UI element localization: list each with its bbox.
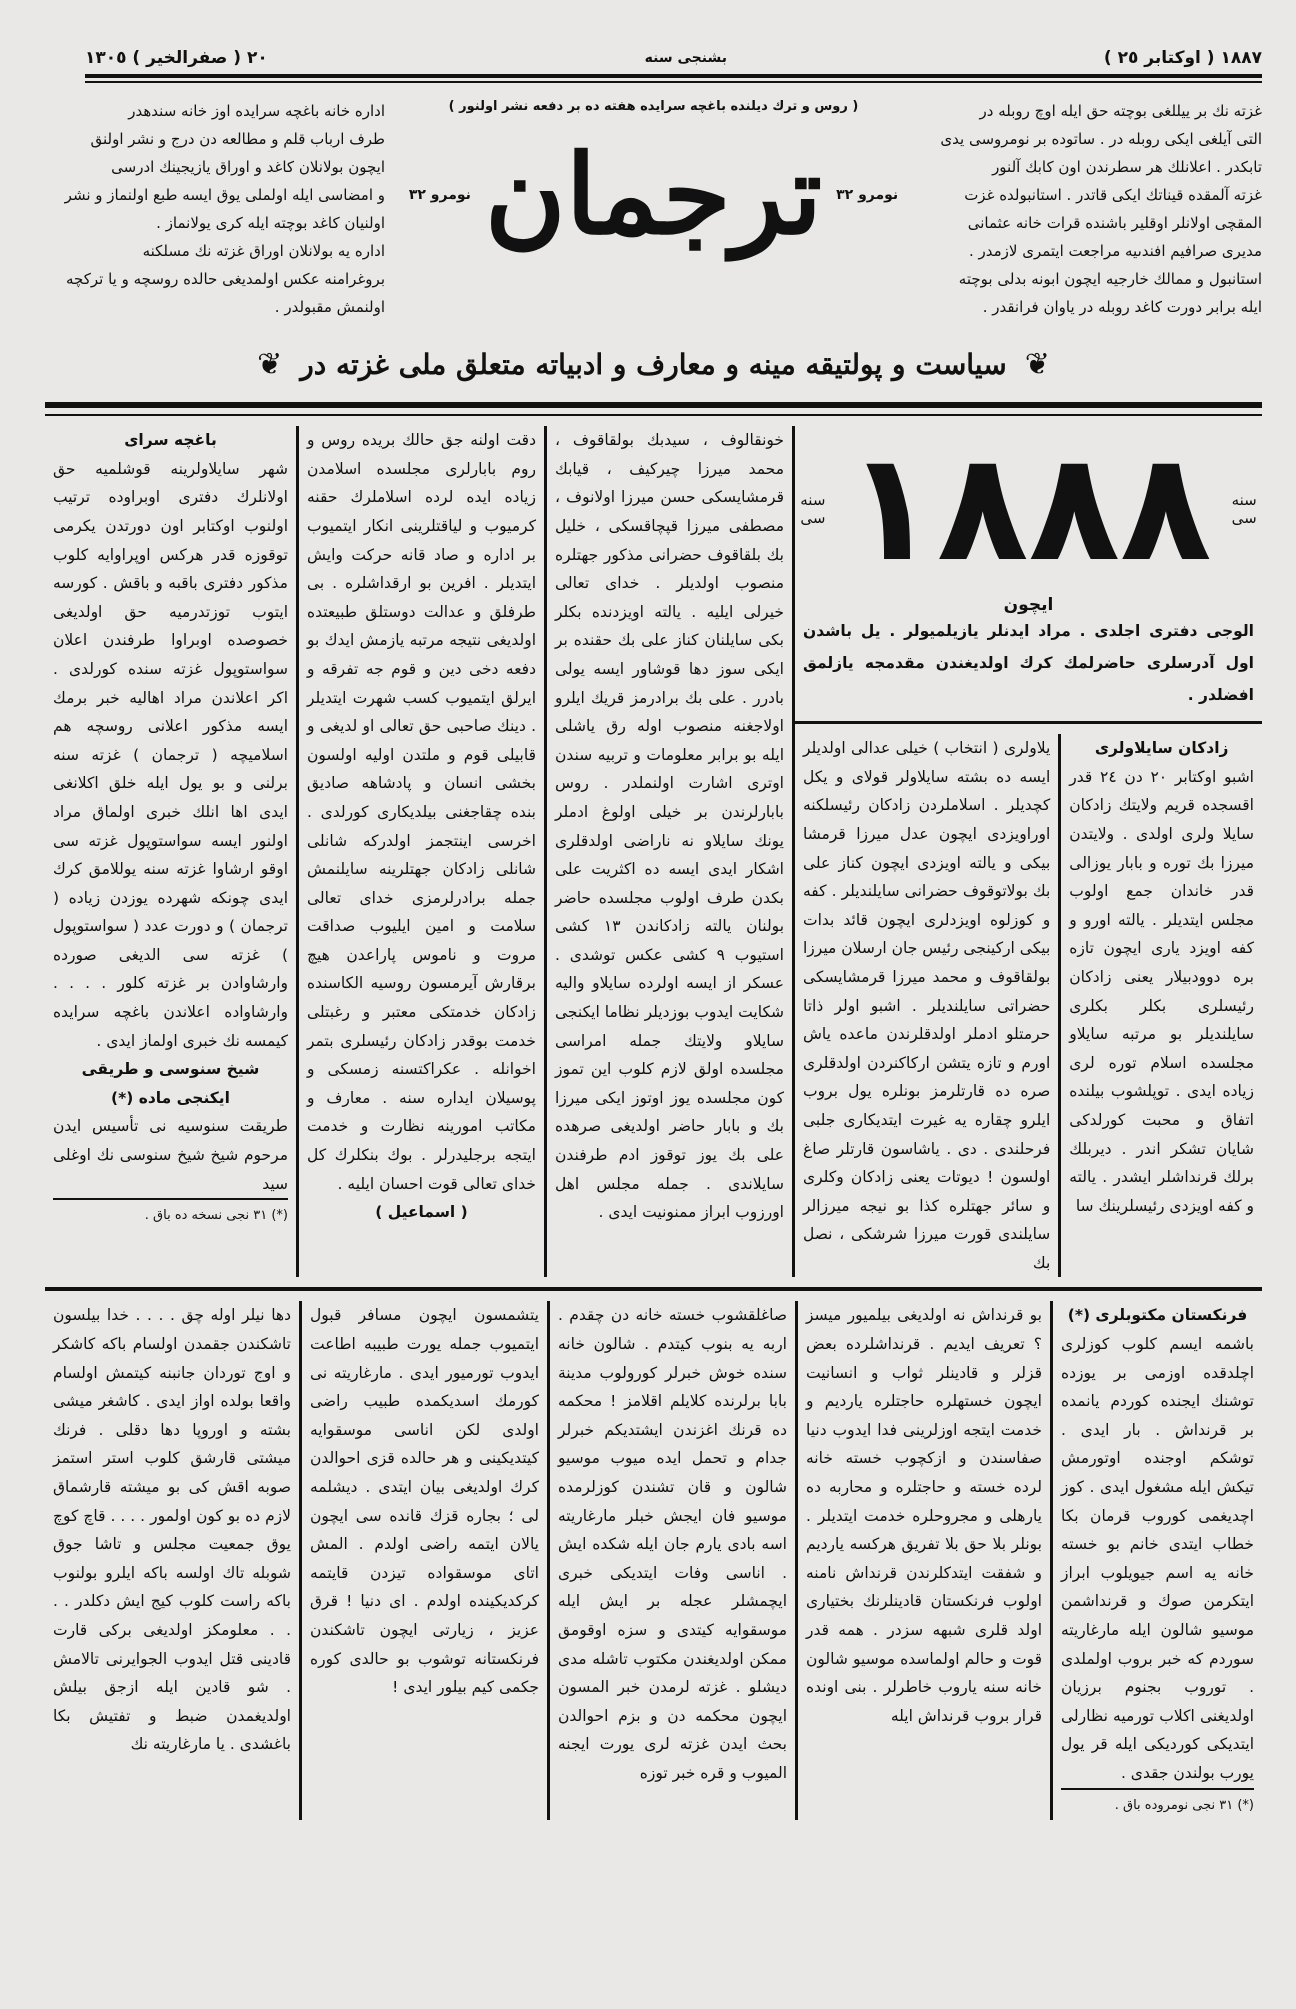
story-column-3: صاغلقشوب خسته خانه دن چقدم . اربه يه بنوب كيتدم . شالون خانه سنده خوش خبرلر كورولوب مدينة بابا برلرنده كلايلم اقلامز ! محكمه ده قرنك اغزندن ايشتديكم خبرلر جدام و تحمل ايده ميوب موسيو شالون و قان تشندن كوزلرمده موسيو فان ايجش خبلر مارغاريته اسه بادى يارم جان ايله شكده ايش . اناسى وفات ايتديكى خبرى ايچمشلر عجله بر ايش ايله موسقوايه كيتدى و سزه اوقومق ممكن اولديغندن مكتوب تاشله مدى ديشلو . غزته لرمدن خبر المسون ايچون محكمه دن و بزم احوالدن بحث ايدن غزته لرى يورت ايجنه الميوب و قره خبر توزه: [547, 1301, 795, 1820]
story-column-4: يتشمسون ايچون مسافر قبول ايتميوب جمله يورت طبيبه اطاعت ايدوب تورميور ايدى . مارغاريته نى كورمك اسديكمده طبيب راضى اولدى لكن اناسى موسقوايه كيتديكينى و هر حالده قزى احوالدن كرك اولديغى بيان ايتدى . ديشلمه لى ؛ بجاره قزك قانده سى ايچون يالان ايتمه راضى اولدم . المش اتاى موسقواده تيزدن قايتمه كركديكينده اولدم . اى دنيا ! قرق عزيز ، زيارتى ايچون تاشكندن فرنكستانه توشوب بو حالدى كوره جكمى كيم بيلور ايدى !: [299, 1301, 547, 1820]
article-sheikh-senusi: طريقت سنوسيه نى تأسيس ايدن مرحوم شيخ شيخ سنوسى نك اوغلى سيد: [53, 1117, 288, 1193]
tagline-row: [45, 345, 1262, 384]
article-sheikh-senusi-heading: شيخ سنوسى و طريقى: [81, 1060, 260, 1079]
article-heading: زادكان سايلاولرى: [1094, 739, 1229, 758]
ornament-right-icon: ❦: [1024, 347, 1050, 383]
masthead-title: ترجمان: [484, 130, 823, 259]
year-for-label: ايچون: [1003, 595, 1054, 616]
subscription-info: غزته نك بر ييللغى بوچته حق ايله اوچ روبله در التى آيلغى ايكى روبله در . ساتوده بر نومروسى يدى تابكدر . اعلانلك هر سطرندن اون كابك آلنور غزته آلمقده قيناتك ايكى قاتدر . استانبولده غزت المقچى اولانلر اوقلير باشنده قرات خانه عثمانى مديرى صرافيم افندىيه مراجعت ايتمرى لازمدر . استانبول و ممالك خارجيه ايچون ابونه بدلى بوچته ايله برابر دورت كاغد روبله در ياوان فرانقدر .: [940, 102, 1262, 316]
year-1888-announcement: [795, 421, 1262, 724]
dateline: [45, 48, 1262, 74]
masthead-rule-thin: [45, 414, 1262, 416]
article-letters-from-europe: فرنكستان مكتوبلرى (*) باشمه ايسم كلوب كوزلرى اچلدقده اوزمى بر يوزده توشنك ايجنده كوردم يانمده بر قرنداش . بار ايدى . توشكم اوجنده اوتورمش تيكش ايله مشغول ايدى . كوز اچديغمى كوروب قرمان بكا خطاب ايتدى خانم بو خسته خانه يه اسم جيويلوب ابراز ايتكرمن صوك و قرنداشمن موسيو شالون ايله مارغاريته سوردم كه خبر بروب اولملدى . توروب بجنوم برزيان اولديغنى اكلاب تورميه نظارلى ايتديكى كورديكى ايله قر يول يورب بولندن جقدى . (*) ٣١ نجى نومروده باق .: [1050, 1301, 1262, 1820]
article-elections-column: يلاولرى ( انتخاب ) خيلى عدالى اولديلر ايسه ده بشته سايلاولر قولاى و يكل كچديلر . اسلاملردن زادكان رئيسلكنه اوراويزدى ايچون عدل ميرزا قرمشا بيكى و يالته اويزدى ايچون كناز على بك بولاتوقوف حضرانى سايلنديلر . كفه و كوزلوه اويزدلرى ايچون قائد بدات بيكى اركينجى رئيس جان ارسلان ميرزا بولقاقوف و محمد ميرزا قرمشايسكى حضراتى سايلنديلر . اشبو اولر ذاتا حرمتلو ادملر اولدقلرندن ماعده ياش اورم و تازه يتشن اركاكنردن اولدقلرى صره ده قارتلرمز بونلره يول بروب ايلرو چقاره يه غيرت ايتديكارى جلبى فرحلندى . دى . ياشاسون قارتلر صاغ اولسون ! ديوتات يعنى زادكان وكلرى و سائر جهتلره كذا بو نيجه ميرزالر سايلندى قورت ميرزا شرشكى ، نصل بك: [803, 739, 1051, 1272]
article-bakhchisaray: باغچه سراى شهر سايلاولرينه قوشلميه حق اولانلرك دفترى اوبراوده ترتيب اولنوب اوكتابر اون دورتدن يكرمى توقوزه قدر هركس اوپراوايه كلوب مذكور دفترى باقبه و باقش . كورسه ايتوب توزتدرميه حق اولديغى خصوصده اوبراوا طرفندن اعلان سواستوپول غزته سنده كورلدى . اكر اعلاندن مراد اهاليه خبر برمك ايسه مذكور اعلانى روسچه هم اسلاميچه ( ترجمان ) غزته سنه برلنى و بو يول ايله خلق اكلانغى ايدى اها انلك خبرى اولماق مراد اولنور ايسه سواستوپول غزته سى اوقو ارشاوا غزته سنه يوللامق كرك ايدى چونكه شهرده يوزدن زياده ( ترجمان ) و دورت عدد ( سواستوپول ) غزته سى الديغى صورده وارشاوادن بر غزته كلور . . . . وارشاواده اعلاندن باغچه سرايده كيمسه نك خبرى اولماز ايدى . شيخ سنوسى و طريقى ايكنجى ماده (*) طريقت سنوسيه نى تأسيس ايدن مرحوم شيخ شيخ سنوسى نك اوغلى سيد (*) ٣١ نجى نسخه ده باق .: [45, 426, 296, 1277]
masthead: [45, 97, 1262, 321]
footnote: (*) ٣١ نجى نسخه ده باق .: [53, 1198, 288, 1231]
date-hijri: ٢٠ ( صفرالخير ) ١٣٠٥: [85, 48, 268, 68]
masthead-subtitle: ( روس و ترك ديلنده باغچه سرايده هفته ده بر دفعه نشر اولنور ): [448, 99, 859, 114]
article-nobility-voters: زادكان سايلاولرى اشبو اوكتابر ٢٠ دن ٢٤ قدر اقسجده قريم ولايتك زادكان سايلا ولرى اولدى . ولايتدن ميرزا بك توره و بابار يوزالى قدر خاندان جمع اولوب مجلس ايتديلر . يالته اورو و كفه اويزد يارى ايچون تازه بره دوودبيلار يعنى زادكان رئيسلرى بكلر بكلرى سايلنديلر بو مرتبه سايلاو مجلسده اسلام توره لرى زياده ايدى . توپلشوب بيلنده اتفاق و محبت كورلدكى شايان تشكر اندر . ديربلك برلك قرنداشلر ايشدر . يالته و كفه اويزدى رئيسلرينك سا: [1058, 734, 1262, 1277]
year-side-label-right: سنه سى: [1231, 490, 1257, 527]
story-column-5: دها نيلر اوله چق . . . . خدا بيلسون تاشكندن جقمدن اولسام باكه كاشكر و اوج توردان جانبنه كيتمش اولسام واقعا بولده اواز ايدى . كاشغر ميشى بشته و اوروپا دها دقلى . فرنك ميشتى قارشق كلوب استر استمز صوبه اقش كى بو ميشته قارشماق لازم ده بو كون اولمور . . . . قاچ كوچ يوق جمعيت مجلس و تاشا جوق شوبله تاك اولسه باكه ايلرو بولنوب باكه راست كلوب كيج ايش دكلدر . . . . معلومكز اولديغى بركى قارت قادينى قتل ايدوب الجوايرنى تالامش . شو قادين ايله ازجق بيلش اولديغمدن ضبط و تفتيش بكا باغشدى . يا مارغاريته نك: [53, 1306, 291, 1754]
date-gregorian: ١٨٨٧ ( اوكتابر ٢٥ ): [1103, 48, 1262, 68]
header-rule: [85, 74, 1262, 78]
author-signature: ( اسماعيل ): [375, 1203, 468, 1222]
article-elections-continued: دقت اولنه جق حالك بريده روس و روم بابارلرى مجلسده اسلامدن زياده ايده لرده اسلاملرك حقنه كرميوب و لياقتلرينى انكار ايتميوب بر اداره و صاد قانه حركت وايش ايتديلر . افرين بو ارقداشلره . بى طرفلق و عدالت دوستلق طبيعتده اولديغى نتيجه مرتبه يازمش ايدك بو دفعه دخى دين و قوم جه تفرقه و ايرلق ايتميوب كسب شهرت ايتديلر . دينك صاحبى حق تعالى او لديغى و قابيلى قوم و ملتدن اوليه اولسون بخشى انسان و پادشاهه صاديق بنده چقاجغنى بيلديكارى كورلدى . اخرسى اينتجمز اولدركه شانلى شانلى زادكان جهتلرينه سايلنمش جمله برادرلرمزى خداى تعالى سلامت و امين ايليوب صداقت مروت و ناموس پاراعدن هيچ برقارش آيرمسون روسيه الكاسنده زادكان خدمتكى معتبر و رغبتلى خدمت بوقدر زادكان رئيسلرى بتمر اخوانله . عكراكتسنه زمسكى و پوسيلان ايداره سنه . معارف و مكاتب امورينه نظارت و خدمت ايتجه برجليدرلر . بوك بنكلرك كل خداى تعالى قوت احسان ايليه .: [307, 431, 536, 1193]
story-column-2: بو قرنداش نه اولديغى بيلميور ميسز ؟ تعريف ايديم . قرنداشلرده بعض قزلر و قادينلر ثواب و انسانيت ايچون خستهلره حاجتلره يارديم و خدمت ايتجه اوزلرينى فدا ايدوب دنيا صفاسندن و ازكچوب خسته خانه لرده خسته و حاجتلره و محاربه ده يارهلى و مجروحلره خدمت ايتديلر . بونلر بلا حق بلا تفريق هركسه يارديم و شفقت ايتدكلرندن قرنداش نامنه اولوب فرنكستان قادينلرنك بختيارى اولد قلرى شبهه سزدر . همه قدر قوت و حالم اولماسده موسيو شالون خانه سنه ياروب خاطرلر . بنى اونده قرار بروب قرنداش ايله: [795, 1301, 1050, 1820]
header-rule-thin: [85, 81, 1262, 83]
issue-number-left: نومرو ٣٢: [408, 187, 471, 203]
year-column: [792, 421, 1262, 1277]
article-heading: فرنكستان مكتوبلرى (*): [1067, 1306, 1248, 1325]
ornament-left-icon: ❦: [257, 347, 283, 383]
section-rule: [45, 1287, 1262, 1291]
editorial-info: اداره خانه باغچه سرايده اوز خانه سندهدر طرف ارباب قلم و مطالعه دن درج و نشر اولنق ايچون بولانلان كاغد و اوراق يازيجينك ادرسى و امضاسى ايله اولملى يوق ايسه طبع اولنماز و نشر اولنيان كاغد بوچته ايله كرى يولانماز . اداره يه بولانلان اوراق غزته نك مسلكنه بروغرامنه عكس اولمديغى حالده روسچه و يا تركچه اولنمش مقبولدر .: [64, 102, 385, 316]
year-side-label-left: سنه سى: [800, 490, 826, 527]
top-section: [45, 421, 1262, 1277]
issue-number-right: نومرو ٣٢: [836, 187, 899, 203]
tagline: سياست و پولتيقه مينه و معارف و ادبياته متعلق ملى غزته در: [300, 348, 1007, 381]
masthead-rule: [45, 402, 1262, 408]
article-heading: باغچه سراى: [124, 431, 217, 450]
bottom-section: [45, 1301, 1262, 1820]
footnote: (*) ٣١ نجى نومروده باق .: [1061, 1788, 1254, 1821]
year-label: بشنجى سنه: [644, 50, 727, 66]
article-nobility-elections: خونقالوف ، سيدبك بولقاقوف ، محمد ميرزا چيركيف ، قيابك قرمشايسكى حسن ميرزا اولانوف ، مصطفى ميرزا قپچاقسكى ، خليل بك بلقاقوف حضرانى مذكور جهتلره منصوب اولديلر . خداى تعالى خيرلى ايليه . يالته اويزدنده بكلر بكى سايلنان كناز على بك حقنده بر ايكى سوز دها قوشاور ايسه يولى بادرر . على بك برادرمز قريك ايلرو اولاجغنه منصوب اوله رق ياشلى ايله بو برابر معلومات و تربيه سندن اوترى اشارت اولنملدر . روس بابارلرندن بر خيلى اولوغ ادملر يونك سايلاو نه ناراضى اولدقلرى اشكار ايدى ايسه ده اكثريت على بكدن طرف اولوب مجلسده حاضر بولنان يالته زادكاندن ١٣ كشى استيوب ٩ كشى عكس توشدى . عسكر از ايسه اولرده سايلاو واليه شكايت ايدوب بوزديلر نظاما ايكنجى سايلاو ولايتك جمله امراسى مجلسده اولق لازم كلوب اين تموز كون مجلسده يوز اوتوز ايكى ميرزا بك و بابار حاضر اولديغى صرهده على بك يوز توقوز ادم طرفندن سايلاندى . جمله مجلس اهل اورزوب ابراز ممنونيت ايدى .: [544, 426, 792, 1277]
article-elections-continued-wrap: [296, 426, 544, 1277]
masthead-center: [405, 97, 902, 261]
year-number: ١٨٨٨: [845, 421, 1212, 596]
year-note: الوجى دفترى اجلدى . مراد ايدنلر يازيلميولر . يل باشدن اول آدرسلرى حاضرلمك كرك اولديغندن مقدمجه يازلمق افضلدر .: [803, 622, 1254, 705]
